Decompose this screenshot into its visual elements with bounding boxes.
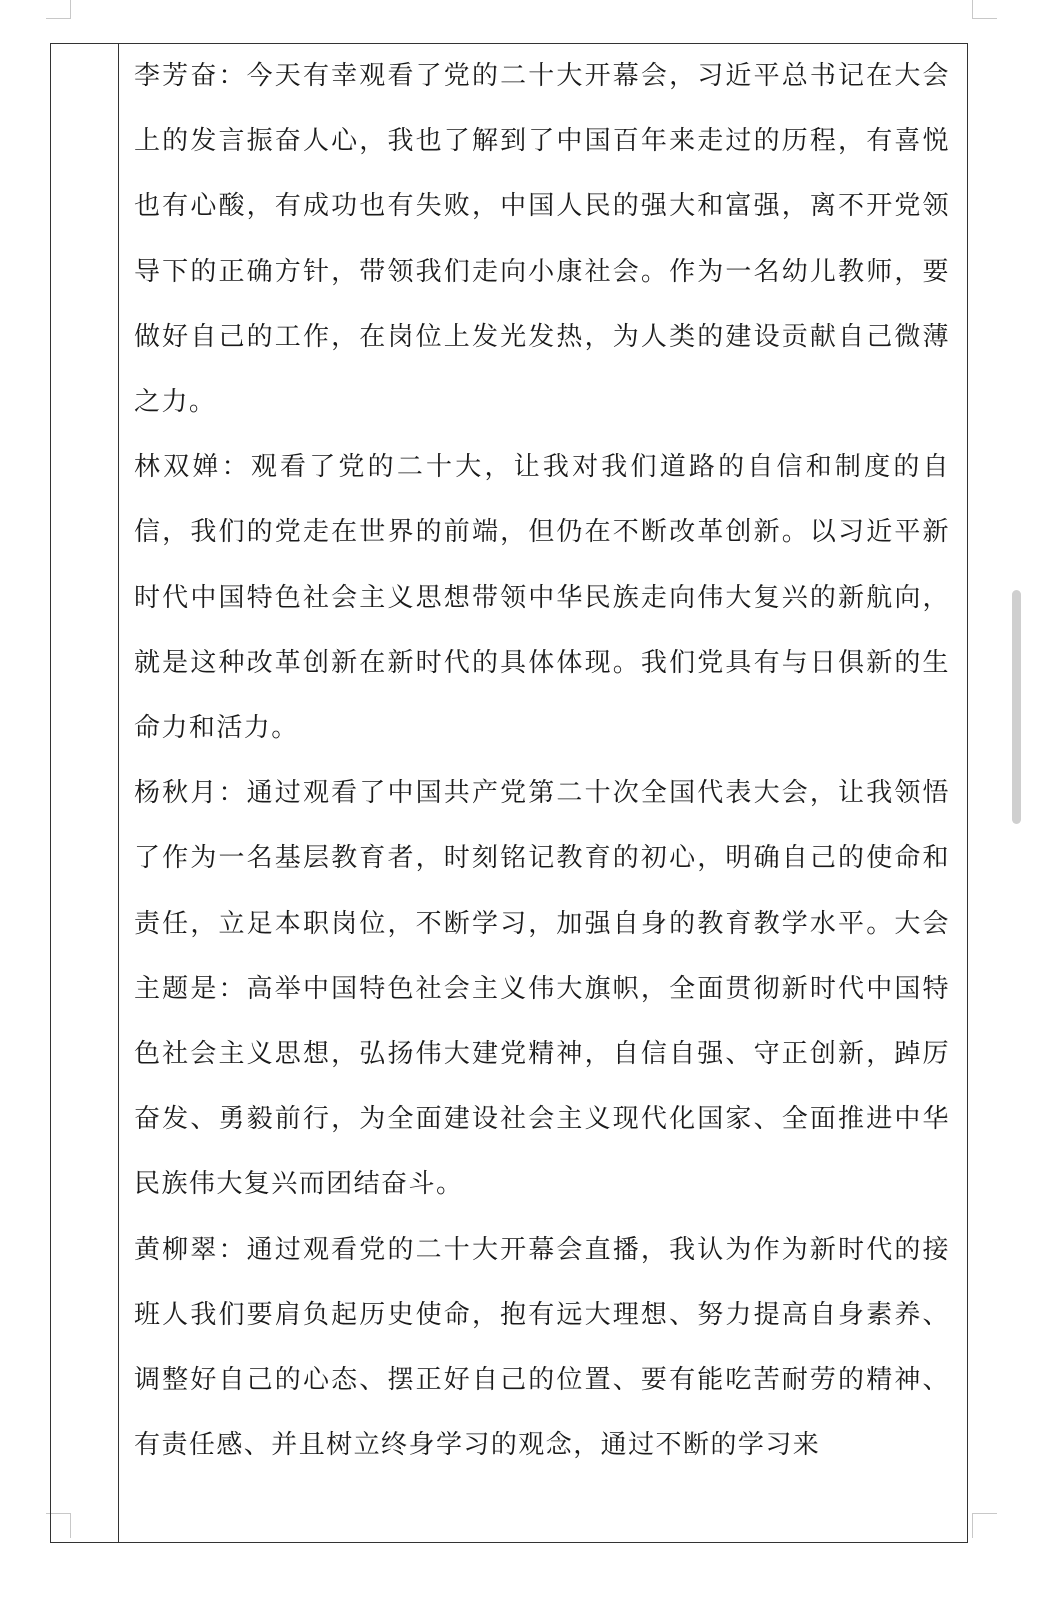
crop-mark-top-left: [46, 0, 71, 19]
crop-mark-top-right: [972, 0, 997, 19]
paragraph-yang-qiuyue: 杨秋月：通过观看了中国共产党第二十次全国代表大会，让我领悟了作为一名基层教育者，时刻铭记教育的初心，明确自己的使命和责任，立足本职岗位，不断学习，加强自身的教育教学水平。大会主题是：高举中国特色社会主义伟大旗帜，全面贯彻新时代中国特色社会主义思想，弘扬伟大建党精神，自信自强、守正创新，踔厉奋发、勇毅前行，为全面建设社会主义现代化国家、全面推进中华民族伟大复兴而团结奋斗。: [134, 778, 950, 1200]
table-content-cell[interactable]: [134, 44, 950, 1478]
paragraph-li-fangfen: 李芳奋：今天有幸观看了党的二十大开幕会，习近平总书记在大会上的发言振奋人心，我也了解到了中国百年来走过的历程，有喜悦也有心酸，有成功也有失败，中国人民的强大和富强，离不开党领导下的正确方针，带领我们走向小康社会。作为一名幼儿教师，要做好自己的工作，在岗位上发光发热，为人类的建设贡献自己微薄之力。: [134, 61, 950, 418]
crop-mark-bottom-right: [972, 1513, 997, 1538]
paragraph-huang-liucui: 黄柳翠：通过观看党的二十大开幕会直播，我认为作为新时代的接班人我们要肩负起历史使命，抱有远大理想、努力提高自身素养、调整好自己的心态、摆正好自己的位置、要有能吃苦耐劳的精神、有责任感、并且树立终身学习的观念，通过不断的学习来: [134, 1234, 950, 1461]
vertical-scrollbar[interactable]: [1012, 590, 1021, 824]
document-table: [50, 43, 968, 1543]
table-left-column: [51, 44, 119, 1542]
paragraph-lin-shuangchan: 林双婵：观看了党的二十大，让我对我们道路的自信和制度的自信，我们的党走在世界的前端，但仍在不断改革创新。以习近平新时代中国特色社会主义思想带领中华民族走向伟大复兴的新航向，就是这种改革创新在新时代的具体体现。我们党具有与日俱新的生命力和活力。: [134, 452, 950, 744]
